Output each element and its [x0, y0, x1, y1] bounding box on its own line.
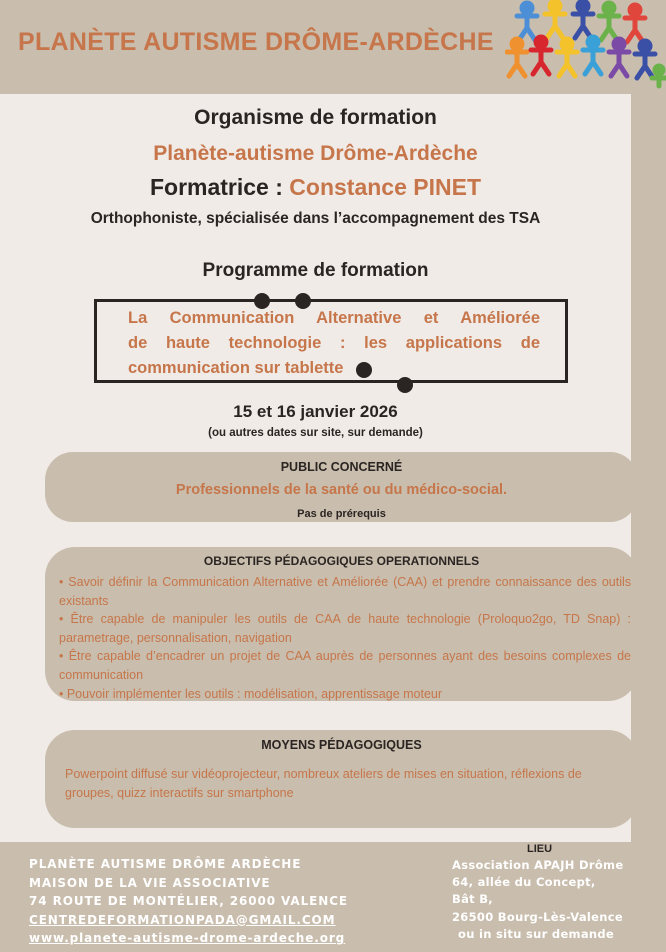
- trainer-role: Orthophoniste, spécialisée dans l’accompagnement des TSA: [90, 210, 541, 227]
- moyens-heading: MOYENS PÉDAGOGIQUES: [261, 738, 422, 752]
- organisme-name: Planète-autisme Drôme-Ardèche: [153, 142, 478, 165]
- objectifs-list: [59, 573, 631, 703]
- organisme-label: Organisme de formation: [194, 106, 437, 129]
- header: [0, 0, 666, 94]
- moyens-section: [45, 730, 638, 828]
- objectifs-section: [45, 547, 638, 701]
- public-text: Professionnels de la santé ou du médico-social.: [175, 482, 508, 498]
- lieu-line: 26500 Bourg-Lès-Valence: [452, 909, 623, 924]
- lieu-label: LIEU: [527, 843, 553, 855]
- moyens-text: Powerpoint diffusé sur vidéoprojecteur, nombreux ateliers de mises en situation, réflexions de groupes, quizz interactifs sur smartphone: [65, 767, 582, 800]
- trainer-name: Constance PINET: [289, 174, 482, 200]
- website-link[interactable]: www.planete-autisme-drome-ardeche.org: [29, 931, 346, 946]
- trainer-line: [0, 174, 631, 201]
- programme-label: Programme de formation: [202, 260, 429, 281]
- email-link[interactable]: CENTREDEFORMATIONPADA@GMAIL.COM: [29, 912, 336, 927]
- objectifs-heading: OBJECTIFS PÉDAGOGIQUES OPERATIONNELS: [203, 554, 480, 568]
- header-title: PLANÈTE AUTISME DRÔME-ARDÈCHE: [18, 28, 494, 56]
- footer-contact: [29, 855, 348, 948]
- dates: 15 et 16 janvier 2026: [233, 402, 398, 421]
- public-heading: PUBLIC CONCERNÉ: [280, 460, 403, 474]
- trainer-label: Formatrice :: [149, 174, 283, 200]
- footer-lieu: [452, 857, 623, 943]
- public-section: [45, 452, 638, 522]
- list-item: • Pouvoir implémenter les outils : modélisation, apprentissage moteur: [59, 686, 443, 701]
- lieu-line: Bât B,: [452, 892, 493, 907]
- lieu-line: Association APAJH Drôme: [452, 858, 624, 872]
- footer-address: 74 ROUTE DE MONTÉLIER, 26000 VALENCE: [29, 894, 349, 909]
- programme-title: [128, 306, 540, 381]
- lieu-line: ou in situ sur demande: [458, 926, 614, 941]
- list-item: • Être capable d’encadrer un projet de CAA auprès de personnes ayant des besoins complexes de communication: [59, 649, 631, 682]
- programme-title-line: communication sur tablette: [128, 359, 344, 377]
- lieu-line: 64, allée du Concept,: [452, 875, 596, 890]
- content-card: [0, 94, 631, 842]
- people-group-icon: [505, 0, 666, 94]
- dates-note: (ou autres dates sur site, sur demande): [208, 427, 423, 439]
- public-note: Pas de prérequis: [297, 508, 386, 520]
- list-item: • Savoir définir la Communication Alternative et Améliorée (CAA) et prendre connaissance des outils existants: [59, 575, 631, 608]
- list-item: • Être capable de manipuler les outils de CAA de haute technologie (Proloquo2go, TD Snap) : parametrage, personnalisation, navigation: [59, 612, 631, 645]
- programme-title-line: de haute technologie : les applications de: [128, 334, 540, 352]
- footer-venue: MAISON DE LA VIE ASSOCIATIVE: [29, 875, 271, 890]
- footer-org: PLANÈTE AUTISME DRÔME ARDÈCHE: [29, 857, 302, 871]
- programme-title-line: La Communication Alternative et Améliorée: [128, 309, 540, 327]
